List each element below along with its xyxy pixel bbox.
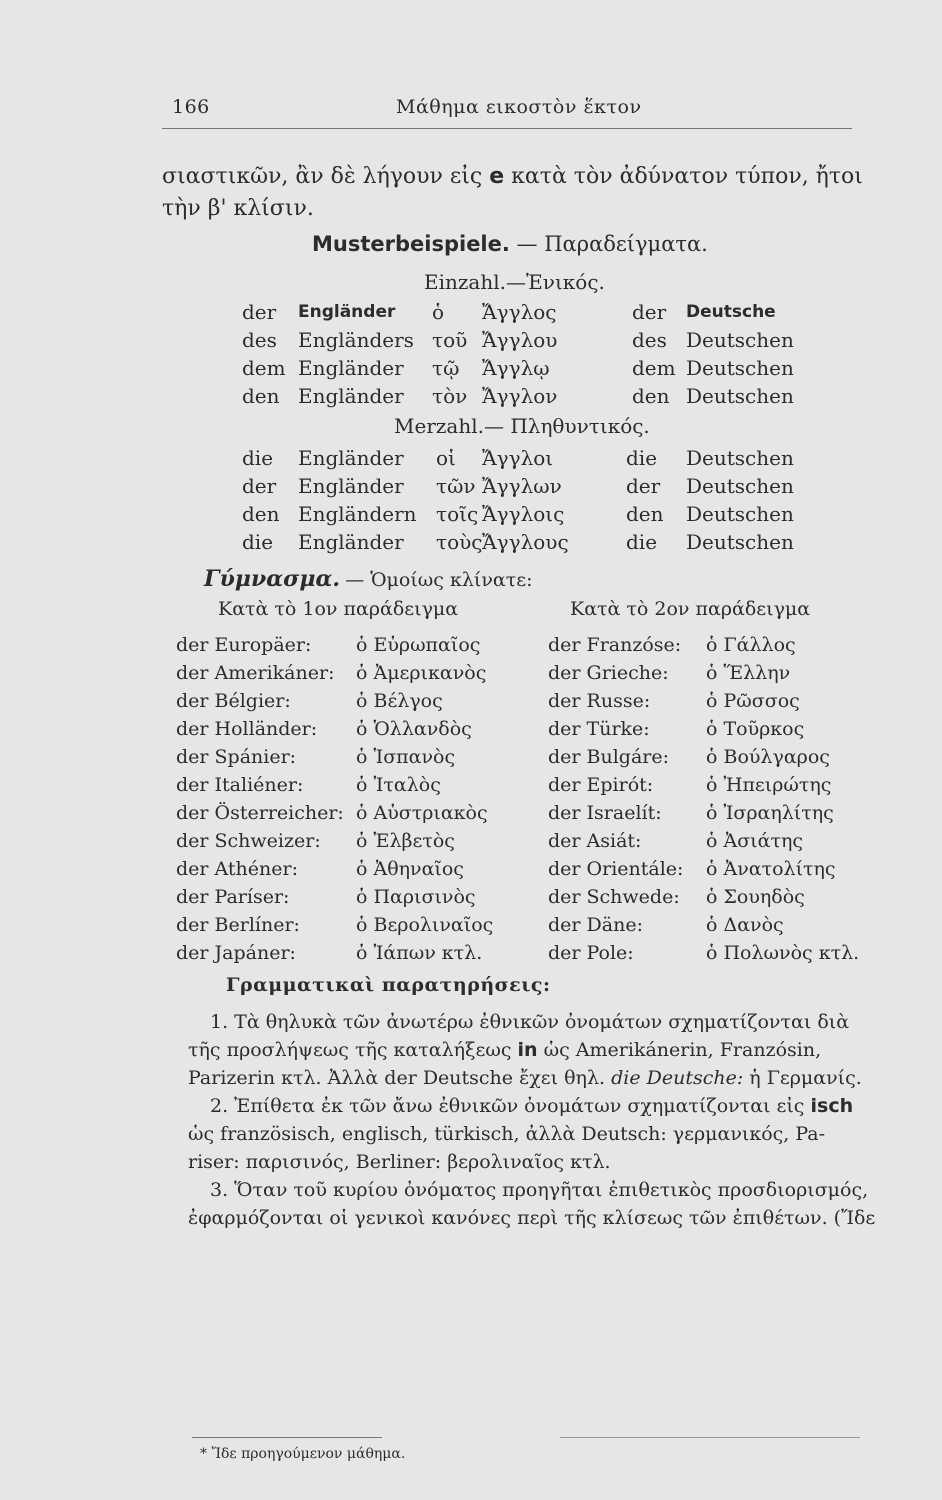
german-noun-1: der Bélgier: bbox=[176, 690, 291, 712]
plural-label: Merzahl.— Πληθυντικός. bbox=[394, 414, 650, 438]
intro-e-ending: e bbox=[489, 164, 505, 189]
german-noun-1: der Österreicher: bbox=[176, 802, 344, 824]
note-1-gloss: ἡ Γερμανίς. bbox=[749, 1067, 862, 1089]
list-item bbox=[0, 662, 942, 688]
grammar-title: Γραμματικαὶ παρατηρήσεις: bbox=[226, 974, 551, 996]
noun: Engländer bbox=[298, 530, 404, 554]
german-noun-1: der Europäer: bbox=[176, 634, 312, 656]
german-noun-1: der Italiéner: bbox=[176, 774, 304, 796]
running-title: Μάθημα εικοστὸν ἕκτον bbox=[396, 96, 642, 118]
noun: Engländer bbox=[298, 356, 404, 380]
note-1-feminine: die Deutsche: bbox=[611, 1067, 744, 1089]
article: den bbox=[242, 384, 280, 408]
musterbeispiele-heading bbox=[312, 232, 708, 256]
greek-noun-2: ὁ Σουηδὸς bbox=[706, 886, 805, 908]
note-1-ending: in bbox=[517, 1039, 538, 1061]
article-2: den bbox=[626, 502, 664, 526]
note-1-examples: ὡς Amerikánerin, Franzósin, bbox=[543, 1039, 822, 1061]
plural-row bbox=[0, 502, 942, 528]
greek-noun-2: ὁ Τοῦρκος bbox=[706, 718, 805, 740]
german-noun-2: der Asiát: bbox=[548, 830, 642, 852]
greek-noun-1: ὁ Ἰάπων κτλ. bbox=[356, 942, 483, 964]
article-2: den bbox=[632, 384, 670, 408]
greek-noun-2: ὁ Ἰσραηλίτης bbox=[706, 802, 834, 824]
greek-noun-1: ὁ Αὐστριακὸς bbox=[356, 802, 488, 824]
intro-line-1 bbox=[162, 164, 863, 189]
noun-2: Deutschen bbox=[686, 474, 794, 498]
plural-row bbox=[0, 530, 942, 556]
singular-row bbox=[0, 328, 942, 354]
header-rule bbox=[162, 128, 852, 129]
list-item bbox=[0, 802, 942, 828]
greek-noun-2: ὁ Γάλλος bbox=[706, 634, 796, 656]
column-1-heading: Κατὰ τὸ 1ον παράδειγμα bbox=[218, 598, 459, 620]
german-noun-2: der Bulgáre: bbox=[548, 746, 670, 768]
greek-noun-2: ὁ Ἀνατολίτης bbox=[706, 858, 836, 880]
article: die bbox=[242, 446, 274, 470]
article-2: dem bbox=[632, 356, 676, 380]
greek-noun-1: ὁ Βερολιναῖος bbox=[356, 914, 494, 936]
german-noun-2: der Däne: bbox=[548, 914, 643, 936]
note-1-text: τῆς προσλήψεως τῆς καταλήξεως bbox=[188, 1039, 512, 1061]
greek-noun-2: ὁ Ἀσιάτης bbox=[706, 830, 803, 852]
greek-noun-1: ὁ Ἱσπανὸς bbox=[356, 746, 456, 768]
greek-article: οἱ bbox=[436, 446, 456, 470]
greek-noun-2: ὁ Ρῶσσος bbox=[706, 690, 800, 712]
article: der bbox=[242, 300, 277, 324]
list-item bbox=[0, 718, 942, 744]
greek-noun: Ἄγγλων bbox=[482, 474, 562, 498]
german-noun-1: der Berlíner: bbox=[176, 914, 300, 936]
german-noun-2: der Israelít: bbox=[548, 802, 662, 824]
greek-noun: Ἄγγλος bbox=[482, 300, 557, 324]
greek-noun: Ἄγγλοις bbox=[482, 502, 565, 526]
noun: Engländer bbox=[298, 446, 404, 470]
german-noun-1: der Amerikáner: bbox=[176, 662, 335, 684]
noun-2: Deutschen bbox=[686, 328, 794, 352]
greek-noun: Ἄγγλους bbox=[482, 530, 569, 554]
noun: Engländer bbox=[298, 302, 396, 322]
greek-noun: Ἄγγλου bbox=[482, 328, 558, 352]
article: der bbox=[242, 474, 277, 498]
german-noun-2: der Russe: bbox=[548, 690, 651, 712]
german-noun-2: der Franzóse: bbox=[548, 634, 682, 656]
plural-row bbox=[0, 474, 942, 500]
list-item bbox=[0, 746, 942, 772]
column-2-heading: Κατὰ τὸ 2ον παράδειγμα bbox=[570, 598, 811, 620]
greek-noun-1: ὁ Βέλγος bbox=[356, 690, 443, 712]
article-2: des bbox=[632, 328, 667, 352]
list-item bbox=[0, 690, 942, 716]
list-item bbox=[0, 858, 942, 884]
german-noun-2: der Epirót: bbox=[548, 774, 654, 796]
list-item bbox=[0, 914, 942, 940]
greek-noun: Ἄγγλῳ bbox=[482, 356, 550, 380]
note-1-text-c: Parizerin κτλ. Ἀλλὰ der Deutsche ἔχει θηλ. bbox=[188, 1067, 606, 1089]
intro-line-2: τὴν β' κλίσιν. bbox=[162, 196, 314, 221]
noun: Engländer bbox=[298, 384, 404, 408]
article: des bbox=[242, 328, 277, 352]
german-noun-1: der Holländer: bbox=[176, 718, 318, 740]
exercise-title: Γύμνασμα. bbox=[204, 566, 341, 592]
noun-2: Deutsche bbox=[686, 302, 776, 322]
article-2: der bbox=[632, 300, 667, 324]
intro-text-a: σιαστικῶν, ἂν δὲ λήγουν εἰς bbox=[162, 164, 483, 189]
singular-row bbox=[0, 356, 942, 382]
greek-article: τῶν bbox=[436, 474, 476, 498]
greek-article: τοῖς bbox=[436, 502, 479, 526]
article-2: der bbox=[626, 474, 661, 498]
musterbeispiele-label: Musterbeispiele. bbox=[312, 232, 510, 256]
grammar-notes bbox=[188, 1008, 876, 1232]
note-2-line-b: ὡς französisch, englisch, türkisch, ἀλλὰ Deutsch: γερμανικός, Pa- bbox=[188, 1123, 826, 1145]
greek-noun: Ἄγγλοι bbox=[482, 446, 554, 470]
greek-noun-1: ὁ Ἀθηναῖος bbox=[356, 858, 464, 880]
note-2-line-c: riser: παρισινός, Berliner: βερολιναῖος κτλ. bbox=[188, 1151, 611, 1173]
article: die bbox=[242, 530, 274, 554]
list-item bbox=[0, 886, 942, 912]
greek-noun-1: ὁ Ὁλλανδὸς bbox=[356, 718, 472, 740]
footnote-rule-right bbox=[560, 1437, 860, 1438]
greek-noun: Ἄγγλον bbox=[482, 384, 558, 408]
note-2-ending: isch bbox=[810, 1095, 854, 1117]
greek-noun-2: ὁ Πολωνὸς κτλ. bbox=[706, 942, 860, 964]
list-item bbox=[0, 774, 942, 800]
german-noun-2: der Pole: bbox=[548, 942, 634, 964]
greek-article: τοῦ bbox=[432, 328, 468, 352]
noun: Engländers bbox=[298, 328, 414, 352]
footnote-rule bbox=[192, 1437, 382, 1438]
note-2-text: 2. Ἐπίθετα ἐκ τῶν ἄνω ἐθνικῶν ὀνομάτων σχηματίζονται εἰς bbox=[210, 1095, 805, 1117]
german-noun-1: der Schweizer: bbox=[176, 830, 321, 852]
note-1-line-b bbox=[188, 1036, 868, 1064]
german-noun-1: der Paríser: bbox=[176, 886, 290, 908]
exercise-instruction: — Ὁμοίως κλίνατε: bbox=[345, 569, 533, 591]
footnote: * Ἴδε προηγούμενον μάθημα. bbox=[200, 1446, 406, 1462]
list-item bbox=[0, 830, 942, 856]
greek-noun-1: ὁ Παρισινὸς bbox=[356, 886, 476, 908]
greek-article: ὁ bbox=[432, 300, 445, 324]
exercise-heading bbox=[204, 566, 532, 592]
note-1-line-a: 1. Τὰ θηλυκὰ τῶν ἀνωτέρω ἐθνικῶν ὀνομάτων σχηματίζονται διὰ bbox=[210, 1011, 850, 1033]
intro-text-b: κατὰ τὸν ἀδύνατον τύπον, ἤτοι bbox=[511, 164, 863, 189]
plural-row bbox=[0, 446, 942, 472]
article: den bbox=[242, 502, 280, 526]
page-number: 166 bbox=[172, 96, 210, 118]
german-noun-2: der Orientále: bbox=[548, 858, 684, 880]
greek-noun-2: ὁ Ἕλλην bbox=[706, 662, 791, 684]
noun: Engländer bbox=[298, 474, 404, 498]
greek-noun-1: ὁ Ἰταλὸς bbox=[356, 774, 441, 796]
greek-article: τὸν bbox=[432, 384, 468, 408]
article-2: die bbox=[626, 530, 658, 554]
note-1-line-c bbox=[188, 1064, 868, 1092]
paradeigmata-label: — Παραδείγματα. bbox=[516, 232, 708, 256]
article: dem bbox=[242, 356, 286, 380]
greek-noun-2: ὁ Δανὸς bbox=[706, 914, 784, 936]
german-noun-1: der Japáner: bbox=[176, 942, 296, 964]
noun-2: Deutschen bbox=[686, 356, 794, 380]
greek-noun-1: ὁ Ἑλβετὸς bbox=[356, 830, 455, 852]
greek-noun-2: ὁ Ἠπειρώτης bbox=[706, 774, 832, 796]
noun-2: Deutschen bbox=[686, 502, 794, 526]
singular-row bbox=[0, 300, 942, 326]
noun-2: Deutschen bbox=[686, 530, 794, 554]
greek-noun-1: ὁ Ἀμερικανὸς bbox=[356, 662, 487, 684]
note-3-line-b: ἐφαρμόζονται οἱ γενικοὶ κανόνες περὶ τῆς κλίσεως τῶν ἐπιθέτων. (Ἴδε bbox=[188, 1207, 876, 1229]
article-2: die bbox=[626, 446, 658, 470]
greek-article: τῷ bbox=[432, 356, 460, 380]
noun-2: Deutschen bbox=[686, 446, 794, 470]
list-item bbox=[0, 942, 942, 968]
note-3-line-a: 3. Ὅταν τοῦ κυρίου ὀνόματος προηγῆται ἐπιθετικὸς προσδιορισμός, bbox=[210, 1179, 869, 1201]
german-noun-1: der Spánier: bbox=[176, 746, 297, 768]
note-2-line-a bbox=[188, 1092, 868, 1120]
list-item bbox=[0, 634, 942, 660]
greek-noun-1: ὁ Εὐρωπαῖος bbox=[356, 634, 481, 656]
noun: Engländern bbox=[298, 502, 417, 526]
german-noun-2: der Schwede: bbox=[548, 886, 680, 908]
german-noun-2: der Türke: bbox=[548, 718, 650, 740]
german-noun-2: der Grieche: bbox=[548, 662, 669, 684]
greek-noun-2: ὁ Βούλγαρος bbox=[706, 746, 830, 768]
german-noun-1: der Athéner: bbox=[176, 858, 298, 880]
greek-article: τοὺς bbox=[436, 530, 483, 554]
noun-2: Deutschen bbox=[686, 384, 794, 408]
singular-row bbox=[0, 384, 942, 410]
singular-label: Einzahl.—Ἑνικός. bbox=[424, 270, 605, 294]
